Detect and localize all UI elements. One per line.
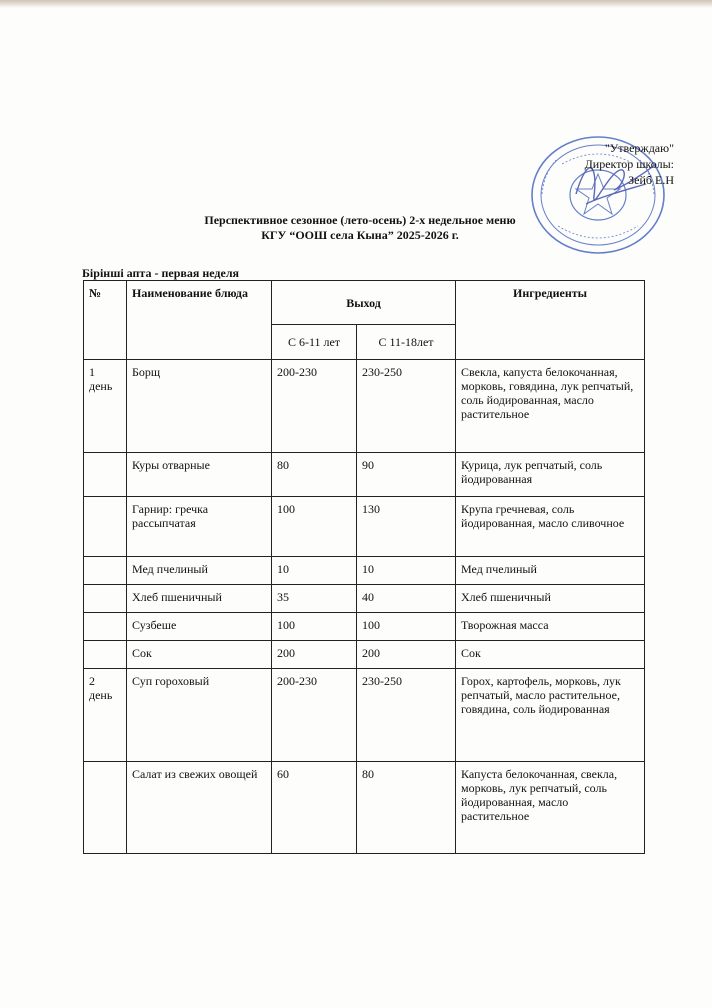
- table-row: [84, 453, 645, 497]
- table-row: [84, 585, 645, 613]
- output-6-11-cell: 100: [272, 497, 357, 557]
- output-6-11-cell: 100: [272, 613, 357, 641]
- approval-line-3: Зейб Е.Н: [628, 173, 674, 187]
- output-6-11-cell: 200-230: [272, 669, 357, 762]
- approval-block: [504, 140, 674, 188]
- day-cell: [84, 557, 127, 585]
- output-11-18-cell: 90: [357, 453, 456, 497]
- ingredients-cell: Сок: [456, 641, 645, 669]
- header-age-11-18: С 11-18лет: [357, 325, 456, 360]
- output-11-18-cell: 200: [357, 641, 456, 669]
- day-cell: [84, 453, 127, 497]
- menu-table: [83, 280, 645, 854]
- output-6-11-cell: 80: [272, 453, 357, 497]
- day-cell: 1 день: [84, 360, 127, 453]
- output-11-18-cell: 230-250: [357, 669, 456, 762]
- scan-top-edge: [0, 0, 712, 8]
- dish-name-cell: Хлеб пшеничный: [127, 585, 272, 613]
- dish-name-cell: Мед пчелиный: [127, 557, 272, 585]
- output-6-11-cell: 200-230: [272, 360, 357, 453]
- ingredients-cell: Крупа гречневая, соль йодированная, масло сливочное: [456, 497, 645, 557]
- ingredients-cell: Курица, лук репчатый, соль йодированная: [456, 453, 645, 497]
- dish-name-cell: Салат из свежих овощей: [127, 762, 272, 854]
- day-cell: [84, 497, 127, 557]
- ingredients-cell: Горох, картофель, морковь, лук репчатый, масло растительное, говядина, соль йодированная: [456, 669, 645, 762]
- header-dish-name: Наименование блюда: [127, 281, 272, 360]
- dish-name-cell: Гарнир: гречка рассыпчатая: [127, 497, 272, 557]
- table-row: [84, 641, 645, 669]
- table-row: [84, 762, 645, 854]
- table-row: [84, 557, 645, 585]
- table-row: [84, 497, 645, 557]
- table-header-row: [84, 281, 645, 325]
- ingredients-cell: Творожная масса: [456, 613, 645, 641]
- dish-name-cell: Суп гороховый: [127, 669, 272, 762]
- output-11-18-cell: 80: [357, 762, 456, 854]
- output-6-11-cell: 200: [272, 641, 357, 669]
- dish-name-cell: Куры отварные: [127, 453, 272, 497]
- output-11-18-cell: 10: [357, 557, 456, 585]
- table-row: [84, 613, 645, 641]
- ingredients-cell: Мед пчелиный: [456, 557, 645, 585]
- output-6-11-cell: 10: [272, 557, 357, 585]
- header-output: Выход: [272, 281, 456, 325]
- document-subtitle: КГУ “ООШ села Кына” 2025-2026 г.: [261, 228, 459, 242]
- dish-name-cell: Борщ: [127, 360, 272, 453]
- output-11-18-cell: 100: [357, 613, 456, 641]
- day-cell: 2 день: [84, 669, 127, 762]
- approval-line-1: "Утверждаю": [604, 141, 674, 155]
- header-number: №: [84, 281, 127, 360]
- dish-name-cell: Сок: [127, 641, 272, 669]
- table-row: [84, 360, 645, 453]
- header-ingredients: Ингредиенты: [456, 281, 645, 360]
- output-11-18-cell: 130: [357, 497, 456, 557]
- ingredients-cell: Капуста белокочанная, свекла, морковь, лук репчатый, соль йодированная, масло растительное: [456, 762, 645, 854]
- output-11-18-cell: 40: [357, 585, 456, 613]
- header-age-6-11: С 6-11 лет: [272, 325, 357, 360]
- document-title: Перспективное сезонное (лето-осень) 2-х недельное меню: [204, 213, 516, 227]
- day-cell: [84, 585, 127, 613]
- week-label: Бірінші апта - первая неделя: [82, 266, 240, 280]
- ingredients-cell: Свекла, капуста белокочанная, морковь, говядина, лук репчатый, соль йодированная, масло растительное: [456, 360, 645, 453]
- day-cell: [84, 762, 127, 854]
- table-row: [84, 669, 645, 762]
- ingredients-cell: Хлеб пшеничный: [456, 585, 645, 613]
- day-cell: [84, 641, 127, 669]
- output-6-11-cell: 60: [272, 762, 357, 854]
- dish-name-cell: Сузбеше: [127, 613, 272, 641]
- output-11-18-cell: 230-250: [357, 360, 456, 453]
- approval-line-2: Директор школы:: [584, 157, 674, 171]
- day-cell: [84, 613, 127, 641]
- output-6-11-cell: 35: [272, 585, 357, 613]
